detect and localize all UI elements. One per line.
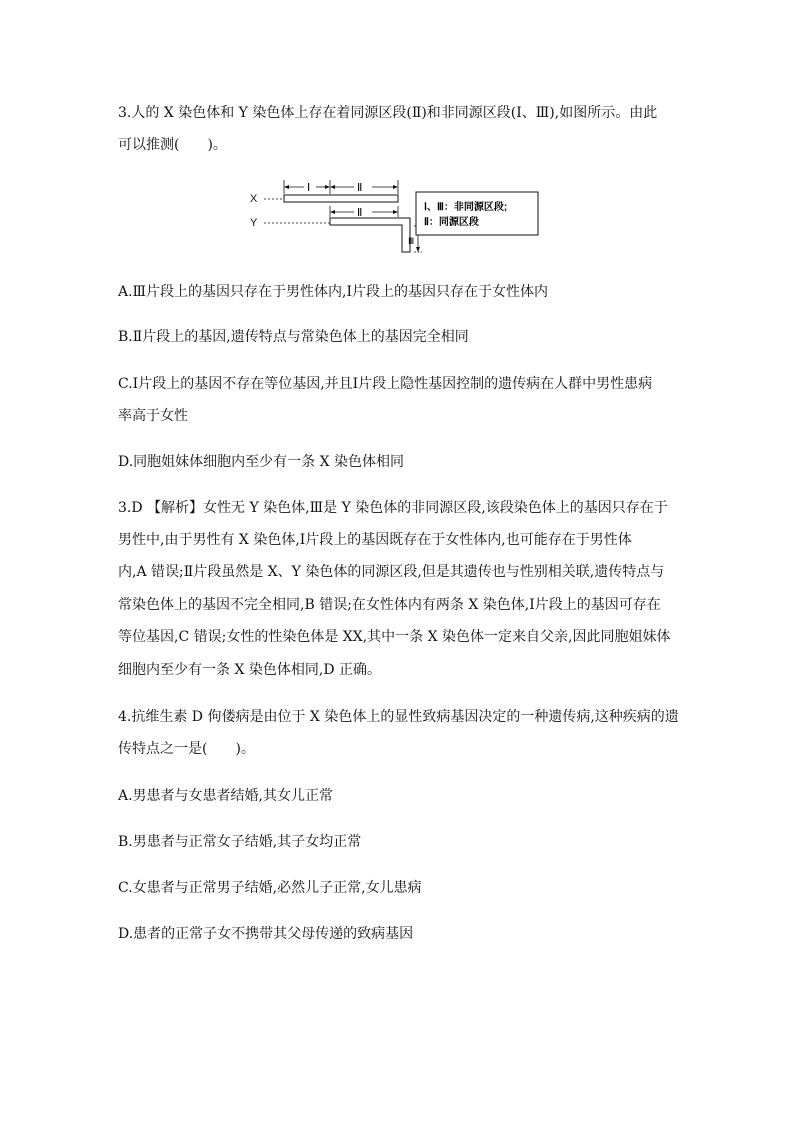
q3-answer-line6: 细胞内至少有一条 X 染色体相同,D 正确。 bbox=[118, 662, 381, 678]
segment-2-label-x: Ⅱ bbox=[357, 182, 363, 194]
legend-line1: Ⅰ、Ⅲ：非同源区段; bbox=[424, 202, 508, 213]
q3-option-c-line2: 率高于女性 bbox=[118, 408, 188, 424]
q3-option-d: D.同胞姐妹体细胞内至少有一条 X 染色体相同 bbox=[118, 454, 405, 470]
segment-3-label: Ⅲ bbox=[408, 236, 415, 246]
q3-answer-line2: 男性中,由于男性有 X 染色体,Ⅰ片段上的基因既存在于女性体内,也可能存在于男性体 bbox=[118, 532, 632, 548]
legend-line2: Ⅱ：同源区段 bbox=[424, 217, 479, 228]
q4-option-a: A.男患者与女患者结婚,其女儿正常 bbox=[118, 788, 334, 804]
q3-answer-line4: 常染色体上的基因不完全相同,B 错误;在女性体内有两条 X 染色体,Ⅰ片段上的基因可存在 bbox=[118, 597, 661, 613]
q3-answer-line1: 3.D 【解析】女性无 Y 染色体,Ⅲ是 Y 染色体的非同源区段,该段染色体上的基因只存在于 bbox=[118, 500, 668, 516]
q3-stem-line1: 3.人的 X 染色体和 Y 染色体上存在着同源区段(Ⅱ)和非同源区段(Ⅰ、Ⅲ),如图所示。由此 bbox=[118, 105, 658, 121]
q3-answer-line3: 内,A 错误;Ⅱ片段虽然是 X、Y 染色体的同源区段,但是其遗传也与性别相关联,遗传特点与 bbox=[118, 564, 665, 580]
segment-2-label-y: Ⅱ bbox=[357, 207, 363, 219]
x-chromosome bbox=[284, 195, 398, 202]
q3-option-a: A.Ⅲ片段上的基因只存在于男性体内,Ⅰ片段上的基因只存在于女性体内 bbox=[118, 284, 549, 300]
q3-option-b: B.Ⅱ片段上的基因,遗传特点与常染色体上的基因完全相同 bbox=[118, 329, 469, 345]
q3-answer-line5: 等位基因,C 错误;女性的性染色体是 XX,其中一条 X 染色体一定来自父亲,因此同胞姐妹体 bbox=[118, 629, 671, 645]
q4-stem-line1: 4.抗维生素 D 佝偻病是由位于 X 染色体上的显性致病基因决定的一种遗传病,这种疾病的遗 bbox=[118, 709, 679, 725]
q4-stem-line2: 传特点之一是( )。 bbox=[118, 741, 255, 757]
x-chromosome-label: X bbox=[250, 193, 258, 205]
q3-stem-line2: 可以推测( )。 bbox=[118, 137, 227, 153]
y-chromosome-label: Y bbox=[250, 217, 258, 229]
q4-option-b: B.男患者与正常女子结婚,其子女均正常 bbox=[118, 834, 362, 850]
legend-box bbox=[416, 192, 538, 235]
y-chromosome bbox=[330, 218, 410, 252]
q3-option-c-line1: C.Ⅰ片段上的基因不存在等位基因,并且Ⅰ片段上隐性基因控制的遗传病在人群中男性患病 bbox=[118, 376, 653, 392]
segment-1-label: Ⅰ bbox=[307, 182, 311, 194]
chromosome-diagram bbox=[246, 178, 546, 262]
q4-option-d: D.患者的正常子女不携带其父母传递的致病基因 bbox=[118, 926, 414, 942]
q4-option-c: C.女患者与正常男子结婚,必然儿子正常,女儿患病 bbox=[118, 880, 422, 896]
